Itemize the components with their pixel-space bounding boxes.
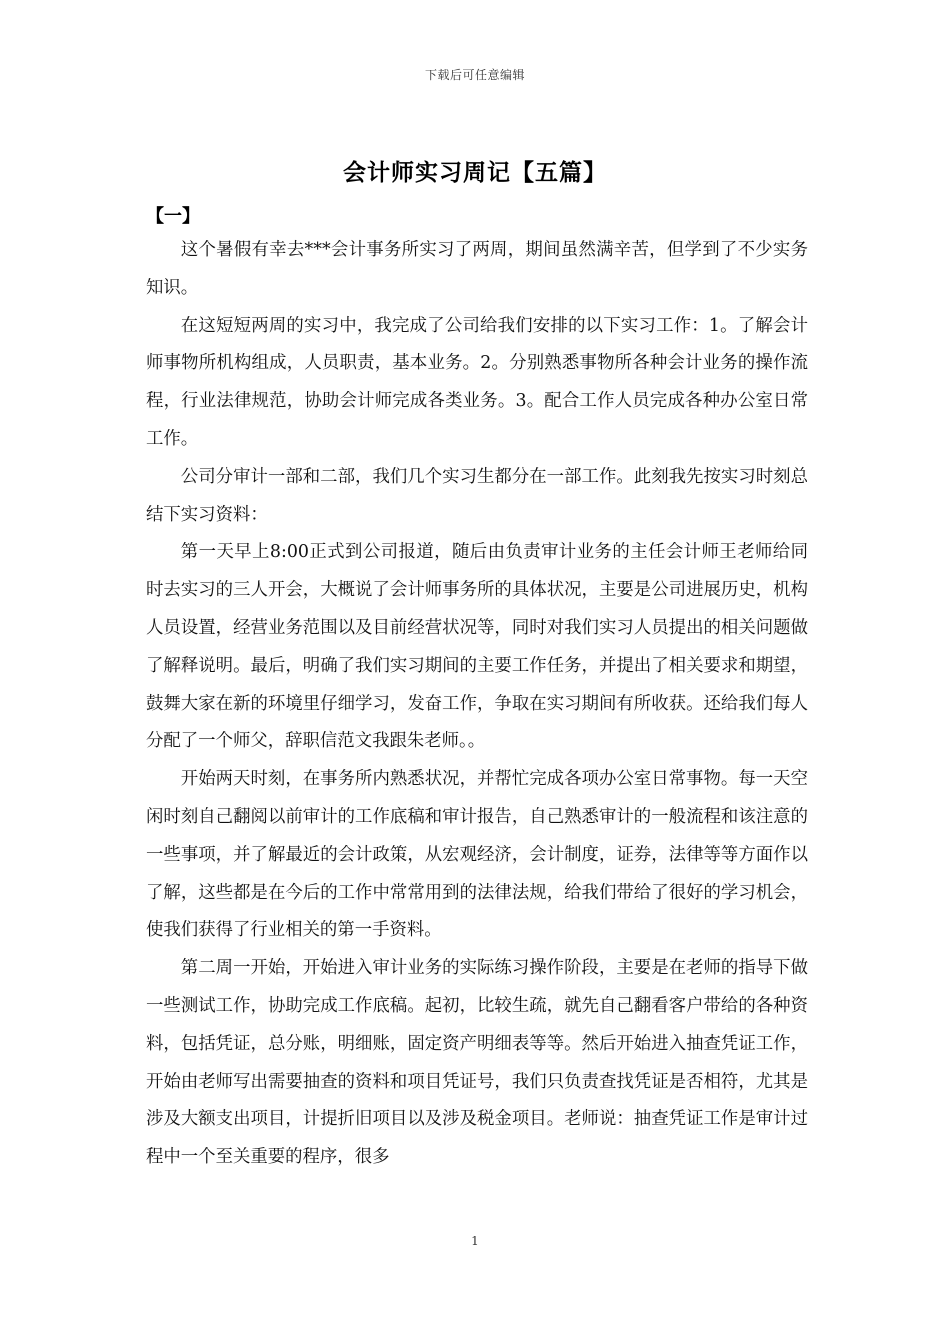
paragraph: 第一天早上8:00正式到公司报道，随后由负责审计业务的主任会计师王老师给同时去实习的三人开会，大概说了会计师事务所的具体状况，主要是公司进展历史，机构人员设置，经营业务范围以及目前经营状况等，同时对我们实习人员提出的相关问题做了解释说明。最后，明确了我们实习期间的主要工作任务，并提出了相关要求和期望，鼓舞大家在新的环境里仔细学习，发奋工作，争取在实习期间有所收获。还给我们每人分配了一个师父，辞职信范文我跟朱老师。。 <box>146 542 808 752</box>
document-body <box>146 232 808 1177</box>
document-title: 会计师实习周记【五篇】 <box>343 159 607 186</box>
paragraph: 这个暑假有幸去***会计事务所实习了两周，期间虽然满辛苦，但学到了不少实务知识。 <box>146 240 808 298</box>
paragraph: 公司分审计一部和二部，我们几个实习生都分在一部工作。此刻我先按实习时刻总结下实习资料： <box>146 466 808 525</box>
paragraph: 在这短短两周的实习中，我完成了公司给我们安排的以下实习工作：1。了解会计师事物所机构组成，人员职责，基本业务。2。分别熟悉事物所各种会计业务的操作流程，行业法律规范，协助会计师完成各类业务。3。配合工作人员完成各种办公室日常工作。 <box>146 315 808 449</box>
page-number: 1 <box>471 1234 479 1248</box>
paragraph: 第二周一开始，开始进入审计业务的实际练习操作阶段，主要是在老师的指导下做一些测试工作，协助完成工作底稿。起初，比较生疏，就先自己翻看客户带给的各种资料，包括凭证，总分账，明细账，固定资产明细表等等。然后开始进入抽查凭证工作，开始由老师写出需要抽查的资料和项目凭证号，我们只负责查找凭证是否相符，尤其是涉及大额支出项目，计提折旧项目以及涉及税金项目。老师说：抽查凭证工作是审计过程中一个至关重要的程序，很多 <box>146 958 808 1168</box>
header-note: 下载后可任意编辑 <box>424 68 525 82</box>
paragraph: 开始两天时刻，在事务所内熟悉状况，并帮忙完成各项办公室日常事物。每一天空闲时刻自己翻阅以前审计的工作底稿和审计报告，自己熟悉审计的一般流程和该注意的一些事项，并了解最近的会计政策，从宏观经济，会计制度，证券，法律等等方面作以了解，这些都是在今后的工作中常常用到的法律法规，给我们带给了很好的学习机会，使我们获得了行业相关的第一手资料。 <box>146 769 808 941</box>
section-label: 【一】 <box>146 206 200 227</box>
